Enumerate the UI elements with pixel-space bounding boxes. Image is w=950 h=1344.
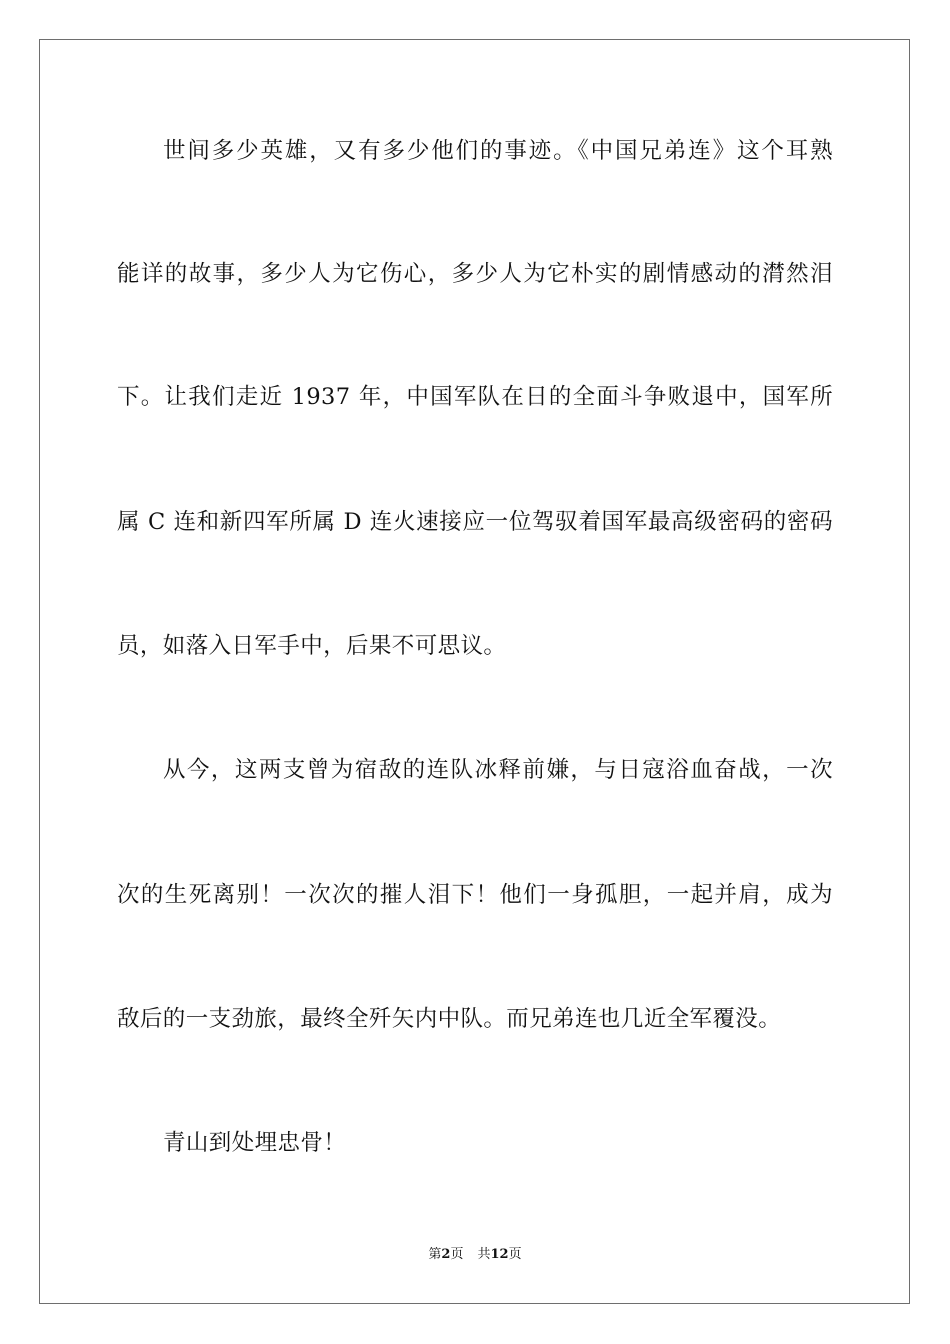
page-border: [39, 39, 910, 1304]
total-prefix: 共: [477, 1247, 491, 1262]
page-suffix: 页: [450, 1247, 464, 1262]
paragraph-line: 从今，这两支曾为宿敌的连队冰释前嫌，与日寇浴血奋战，一次: [163, 757, 833, 783]
page-number: 2: [441, 1247, 451, 1262]
page-footer: [0, 1246, 950, 1264]
paragraph-line: 次的生死离别！一次次的摧人泪下！他们一身孤胆，一起并肩，成为: [117, 882, 833, 908]
paragraph-line: 下。让我们走近 1937 年，中国军队在日的全面斗争败退中，国军所: [117, 384, 833, 410]
paragraph-line: 属 C 连和新四军所属 D 连火速接应一位驾驭着国军最高级密码的密码: [117, 509, 833, 535]
paragraph-line: 敌后的一支劲旅，最终全歼矢内中队。而兄弟连也几近全军覆没。: [117, 1006, 782, 1032]
paragraph-line: 能详的故事，多少人为它伤心，多少人为它朴实的剧情感动的潸然泪: [117, 261, 833, 287]
page-total: 12: [490, 1247, 509, 1262]
total-suffix: 页: [508, 1247, 522, 1262]
paragraph-line: 世间多少英雄，又有多少他们的事迹。《中国兄弟连》这个耳熟: [163, 138, 833, 164]
page-prefix: 第: [428, 1247, 442, 1262]
paragraph-line: 员，如落入日军手中，后果不可思议。: [117, 633, 507, 659]
paragraph-line: 青山到处埋忠骨！: [163, 1130, 347, 1156]
